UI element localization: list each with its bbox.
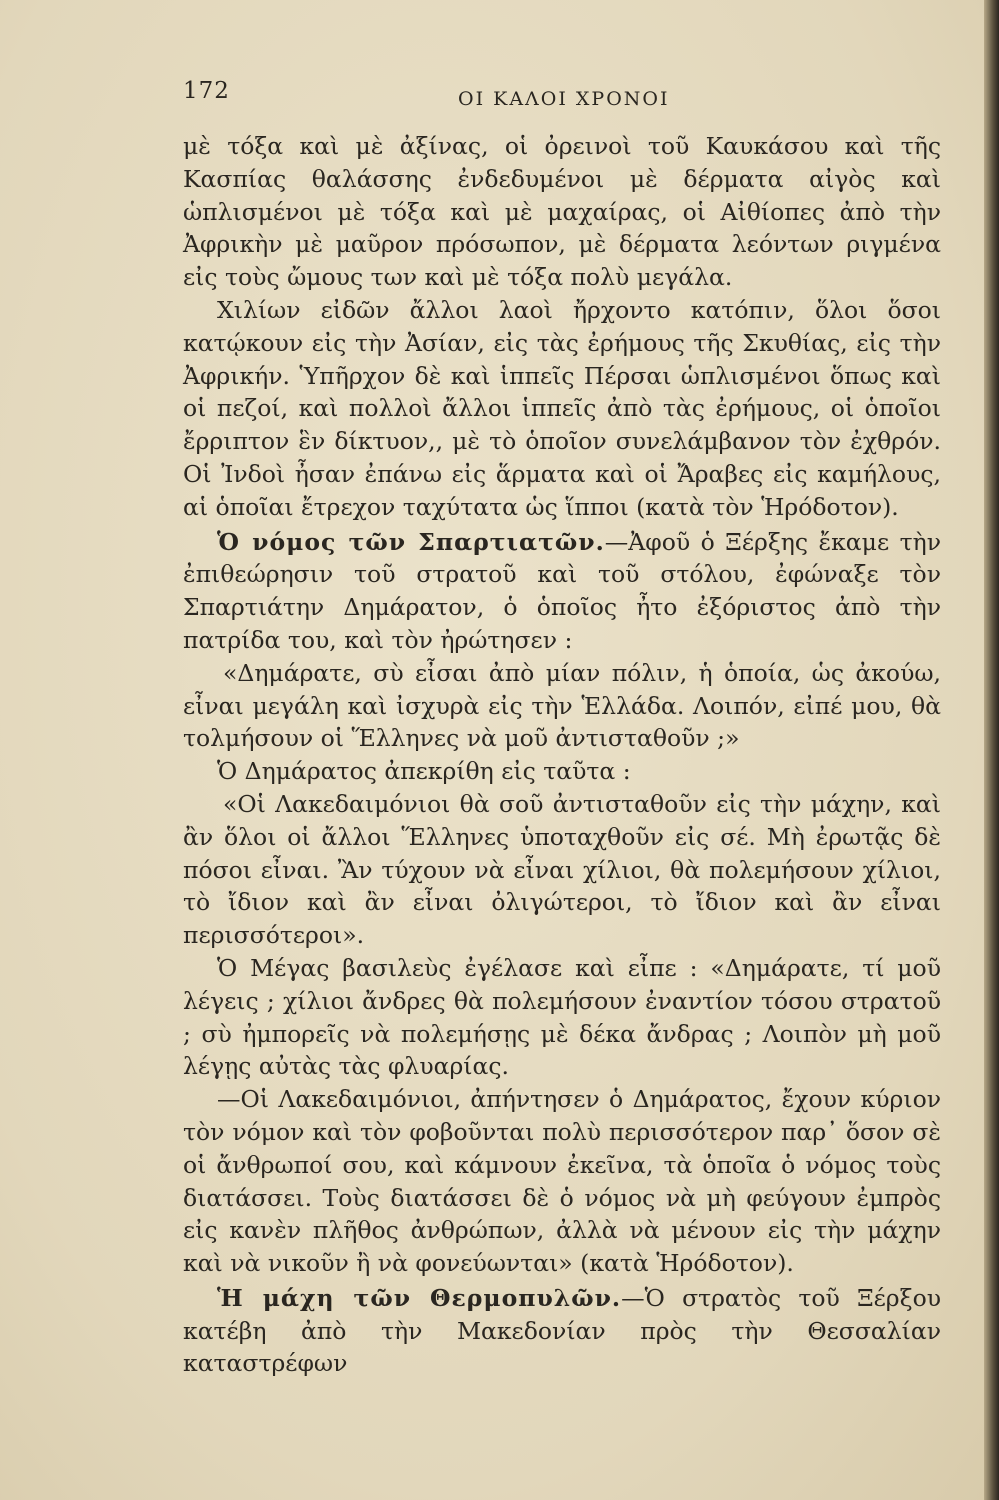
running-title: ΟΙ ΚΑΛΟΙ ΧΡΟΝΟΙ	[458, 88, 670, 110]
paragraph-king-laughs: Ὁ Μέγας βασιλεὺς ἐγέλασε καὶ εἶπε : «Δημάρατε, τί μοῦ λέγεις ; χίλιοι ἄνδρες θὰ πολεμήσουν ἐναντίον τόσου στρατοῦ ; σὺ ἠμπορεῖς νὰ πολεμήσῃς μὲ δέκα ἄνδρας ; Λοιπὸν μὴ μοῦ λέγῃς αὐτὰς τὰς φλυαρίας.	[183, 953, 941, 1081]
section-spartan-law	[183, 526, 941, 657]
paragraph-demaratus-reply-intro: Ὁ Δημάρατος ἀπεκρίθη εἰς ταῦτα :	[217, 757, 631, 786]
section-text-spartan-law: —Ἀφοῦ ὁ Ξέρξης ἔκαμε τὴν ἐπιθεώρησιν τοῦ στρατοῦ καὶ τοῦ στόλου, ἐφώναξε τὸν Σπαρτιάτην Δημάρατον, ὁ ὁποῖος ἦτο ἐξόριστος ἀπὸ τὴν πατρίδα του, καὶ τὸν ἠρώτησεν :	[183, 527, 942, 654]
page-header	[183, 78, 943, 118]
body-text	[183, 130, 941, 1380]
page-edge-shadow	[984, 0, 999, 1500]
section-heading-thermopylae: Ἡ μάχη τῶν Θερμοπυλῶν.	[217, 1283, 622, 1312]
paragraph-1: μὲ τόξα καὶ μὲ ἀξίνας, οἱ ὀρεινοὶ τοῦ Καυκάσου καὶ τῆς Κασπίας θαλάσσης ἐνδεδυμένοι μὲ δέρματα αἰγὸς καὶ ὡπλισμένοι μὲ τόξα καὶ μὲ μαχαίρας, οἱ Αἰθίοπες ἀπὸ τὴν Ἀφρικὴν μὲ μαῦρον πρόσωπον, μὲ δέρματα λεόντων ριγμένα εἰς τοὺς ὤμους των καὶ μὲ τόξα πολὺ μεγάλα.	[183, 132, 941, 292]
paragraph-2: Χιλίων εἰδῶν ἄλλοι λαοὶ ἤρχοντο κατόπιν, ὅλοι ὅσοι κατῴκουν εἰς τὴν Ἀσίαν, εἰς τὰς ἐρήμους τῆς Σκυθίας, εἰς τὴν Ἀφρικήν. Ὑπῆρχον δὲ καὶ ἱππεῖς Πέρσαι ὡπλισμένοι ὅπως καὶ οἱ πεζοί, καὶ πολλοὶ ἄλλοι ἱππεῖς ἀπὸ τὰς ἐρήμους, οἱ ὁποῖοι ἔρριπτον ἓν δίκτυον,, μὲ τὸ ὁποῖον συνελάμβανον τὸν ἐχθρόν. Οἱ Ἰνδοὶ ἦσαν ἐπάνω εἰς ἅρματα καὶ οἱ Ἄραβες εἰς καμήλους, αἱ ὁποῖαι ἔτρεχον ταχύτατα ὡς ἵπποι (κατὰ τὸν Ἡρόδοτον).	[183, 295, 941, 521]
paragraph-law-answer: —Οἱ Λακεδαιμόνιοι, ἀπήντησεν ὁ Δημάρατος, ἔχουν κύριον τὸν νόμον καὶ τὸν φοβοῦνται πολὺ περισσότερον παρ᾽ ὅσον σὲ οἱ ἄνθρωποί σου, καὶ κάμνουν ἐκεῖνα, τὰ ὁποῖα ὁ νόμος τοὺς διατάσσει. Τοὺς διατάσσει δὲ ὁ νόμος νὰ μὴ φεύγουν ἐμπρὸς εἰς κανὲν πλῆθος ἀνθρώπων, ἀλλὰ νὰ μένουν εἰς τὴν μάχην καὶ νὰ νικοῦν ἢ νὰ φονεύωνται» (κατὰ Ἡρόδοτον).	[183, 1085, 941, 1278]
page-number: 172	[183, 78, 230, 104]
paragraph-demaratus-reply: «Οἱ Λακεδαιμόνιοι θὰ σοῦ ἀντισταθοῦν εἰς τὴν μάχην, καὶ ἂν ὅλοι οἱ ἄλλοι Ἕλληνες ὑποταχθοῦν εἰς σέ. Μὴ ἐρωτᾷς δὲ πόσοι εἶναι. Ἂν τύχουν νὰ εἶναι χίλιοι, θὰ πολεμήσουν χίλιοι, τὸ ἴδιον καὶ ἂν εἶναι ὀλιγώτεροι, τὸ ἴδιον καὶ ἂν εἶναι περισσότεροι».	[183, 789, 941, 950]
section-text-thermopylae: —Ὁ στρατὸς τοῦ Ξέρξου κατέβη ἀπὸ τὴν Μακεδονίαν πρὸς τὴν Θεσσαλίαν καταστρέφων	[183, 1283, 942, 1378]
section-heading-spartan-law: Ὁ νόμος τῶν Σπαρτιατῶν.	[217, 527, 605, 556]
paragraph-xerxes-question: «Δημάρατε, σὺ εἶσαι ἀπὸ μίαν πόλιν, ἡ ὁποία, ὡς ἀκούω, εἶναι μεγάλη καὶ ἰσχυρὰ εἰς τὴν Ἑλλάδα. Λοιπόν, εἰπέ μου, θὰ τολμήσουν οἱ Ἕλληνες νὰ μοῦ ἀντισταθοῦν ;»	[183, 658, 941, 753]
section-thermopylae	[183, 1282, 941, 1380]
